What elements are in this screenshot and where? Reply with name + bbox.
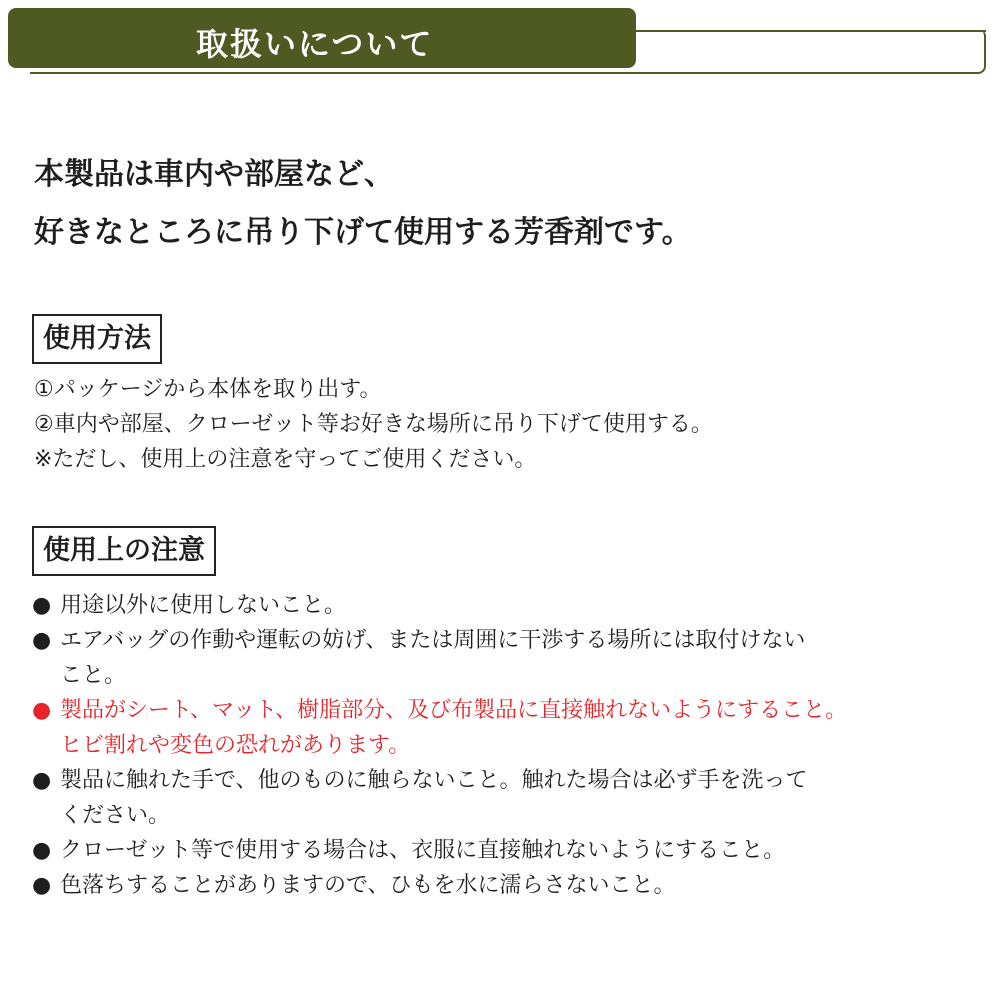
intro-line-2: 好きなところに吊り下げて使用する芳香剤です。 xyxy=(34,215,692,250)
caution-text: 用途以外に使用しないこと。 xyxy=(60,593,347,618)
caution-text: クローゼット等で使用する場合は、衣服に直接触れないようにすること。 xyxy=(60,838,786,863)
bullet-icon: ● xyxy=(32,593,52,618)
caution-text: 色落ちすることがありますので、ひもを水に濡らさないこと。 xyxy=(60,873,676,898)
caution-item xyxy=(32,623,847,658)
caution-text: 製品に触れた手で、他のものに触らないこと。触れた場合は必ず手を洗って xyxy=(60,768,808,793)
caution-item xyxy=(32,868,847,903)
caution-item xyxy=(32,833,847,868)
cautions-section-title: 使用上の注意 xyxy=(32,526,216,576)
bullet-icon: ● xyxy=(32,838,52,863)
caution-continuation: ヒビ割れや変色の恐れがあります。 xyxy=(60,733,411,758)
caution-item xyxy=(32,763,847,798)
header-banner xyxy=(8,8,636,68)
usage-line-3: ※ただし、使用上の注意を守ってご使用ください。 xyxy=(34,447,537,472)
caution-text: エアバッグの作動や運転の妨げ、または周囲に干渉する場所には取付けない xyxy=(60,628,806,653)
bullet-icon: ● xyxy=(32,698,52,723)
intro-line-1: 本製品は車内や部屋など、 xyxy=(34,157,394,192)
usage-line-2: ②車内や部屋、クローゼット等お好きな場所に吊り下げて使用する。 xyxy=(34,412,713,437)
caution-continuation: こと。 xyxy=(60,663,127,688)
intro-text xyxy=(34,146,692,262)
bullet-icon: ● xyxy=(32,628,52,653)
caution-text: 製品がシート、マット、樹脂部分、及び布製品に直接触れないようにすること。 xyxy=(60,698,848,723)
bullet-icon: ● xyxy=(32,873,52,898)
usage-line-1: ①パッケージから本体を取り出す。 xyxy=(34,377,382,402)
cautions-list xyxy=(32,588,847,903)
bullet-icon: ● xyxy=(32,768,52,793)
usage-section-title: 使用方法 xyxy=(32,314,162,364)
caution-item xyxy=(32,588,847,623)
header-title: 取扱いについて xyxy=(196,25,434,63)
usage-instructions xyxy=(34,372,713,477)
caution-continuation: ください。 xyxy=(60,803,171,828)
caution-item-warning xyxy=(32,693,847,728)
